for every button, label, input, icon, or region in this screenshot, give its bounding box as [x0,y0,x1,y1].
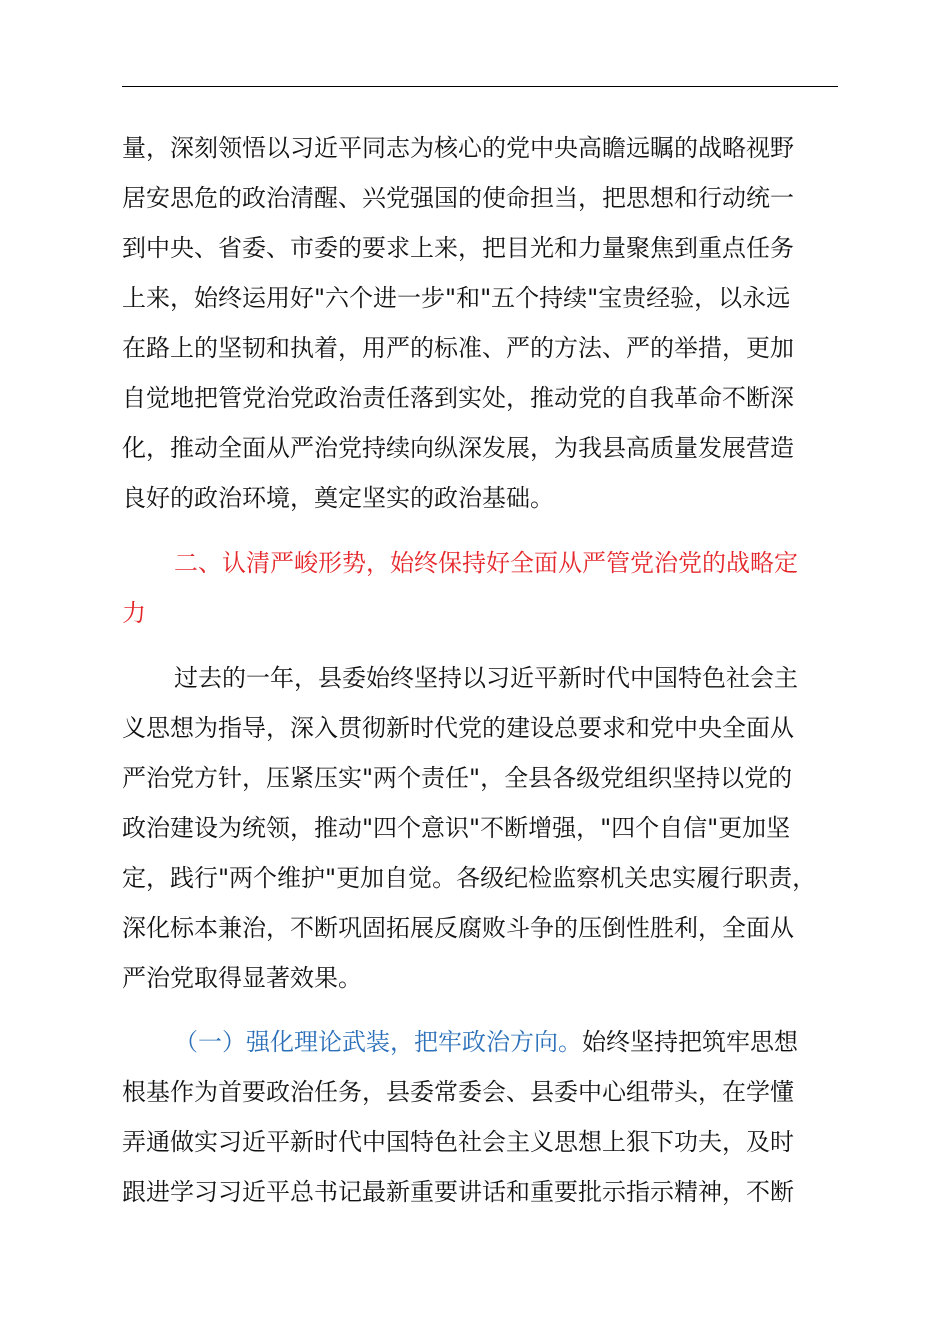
text-line: 根基作为首要政治任务，县委常委会、县委中心组带头，在学懂 [122,1078,794,1106]
paragraph-past-year [122,653,850,1003]
text-line: 量，深刻领悟以习近平同志为核心的党中央高瞻远瞩的战略视野 [122,134,794,162]
text-line: 到中央、省委、市委的要求上来，把目光和力量聚焦到重点任务 [122,234,794,262]
text-line: 跟进学习习近平总书记最新重要讲话和重要批示指示精神，不断 [122,1178,794,1206]
text-line: 弄通做实习近平新时代中国特色社会主义思想上狠下功夫，及时 [122,1128,794,1156]
text-line: 定，践行"两个维护"更加自觉。各级纪检监察机关忠实履行职责， [122,864,817,892]
text-line: 严治党方针，压紧压实"两个责任"，全县各级党组织坚持以党的 [122,764,793,792]
header-rule [122,86,838,87]
text-line: 过去的一年，县委始终坚持以习近平新时代中国特色社会主 [174,664,798,692]
text-line: 深化标本兼治，不断巩固拓展反腐败斗争的压倒性胜利，全面从 [122,914,794,942]
paragraph-continuation [122,123,850,523]
section-heading [122,538,850,638]
paragraph-theory [122,1017,850,1217]
text-line: 义思想为指导，深入贯彻新时代党的建设总要求和党中央全面从 [122,714,794,742]
subsection-heading: （一）强化理论武装，把牢政治方向。 [174,1028,582,1056]
text-line: 政治建设为统领，推动"四个意识"不断增强，"四个自信"更加坚 [122,814,791,842]
text-line: 严治党取得显著效果。 [122,964,362,992]
text-line: 居安思危的政治清醒、兴党强国的使命担当，把思想和行动统一 [122,184,794,212]
text-line: 在路上的坚韧和执着，用严的标准、严的方法、严的举措，更加 [122,334,794,362]
text-line-first [122,1017,850,1067]
text-line: 上来，始终运用好"六个进一步"和"五个持续"宝贵经验，以永远 [122,284,791,312]
text-run: 始终坚持把筑牢思想 [582,1028,798,1056]
text-line: 自觉地把管党治党政治责任落到实处，推动党的自我革命不断深 [122,384,794,412]
text-line: 良好的政治环境，奠定坚实的政治基础。 [122,484,554,512]
heading-line: 力 [122,599,146,627]
heading-line: 二、认清严峻形势，始终保持好全面从严管党治党的战略定 [174,549,798,577]
text-line: 化，推动全面从严治党持续向纵深发展，为我县高质量发展营造 [122,434,794,462]
